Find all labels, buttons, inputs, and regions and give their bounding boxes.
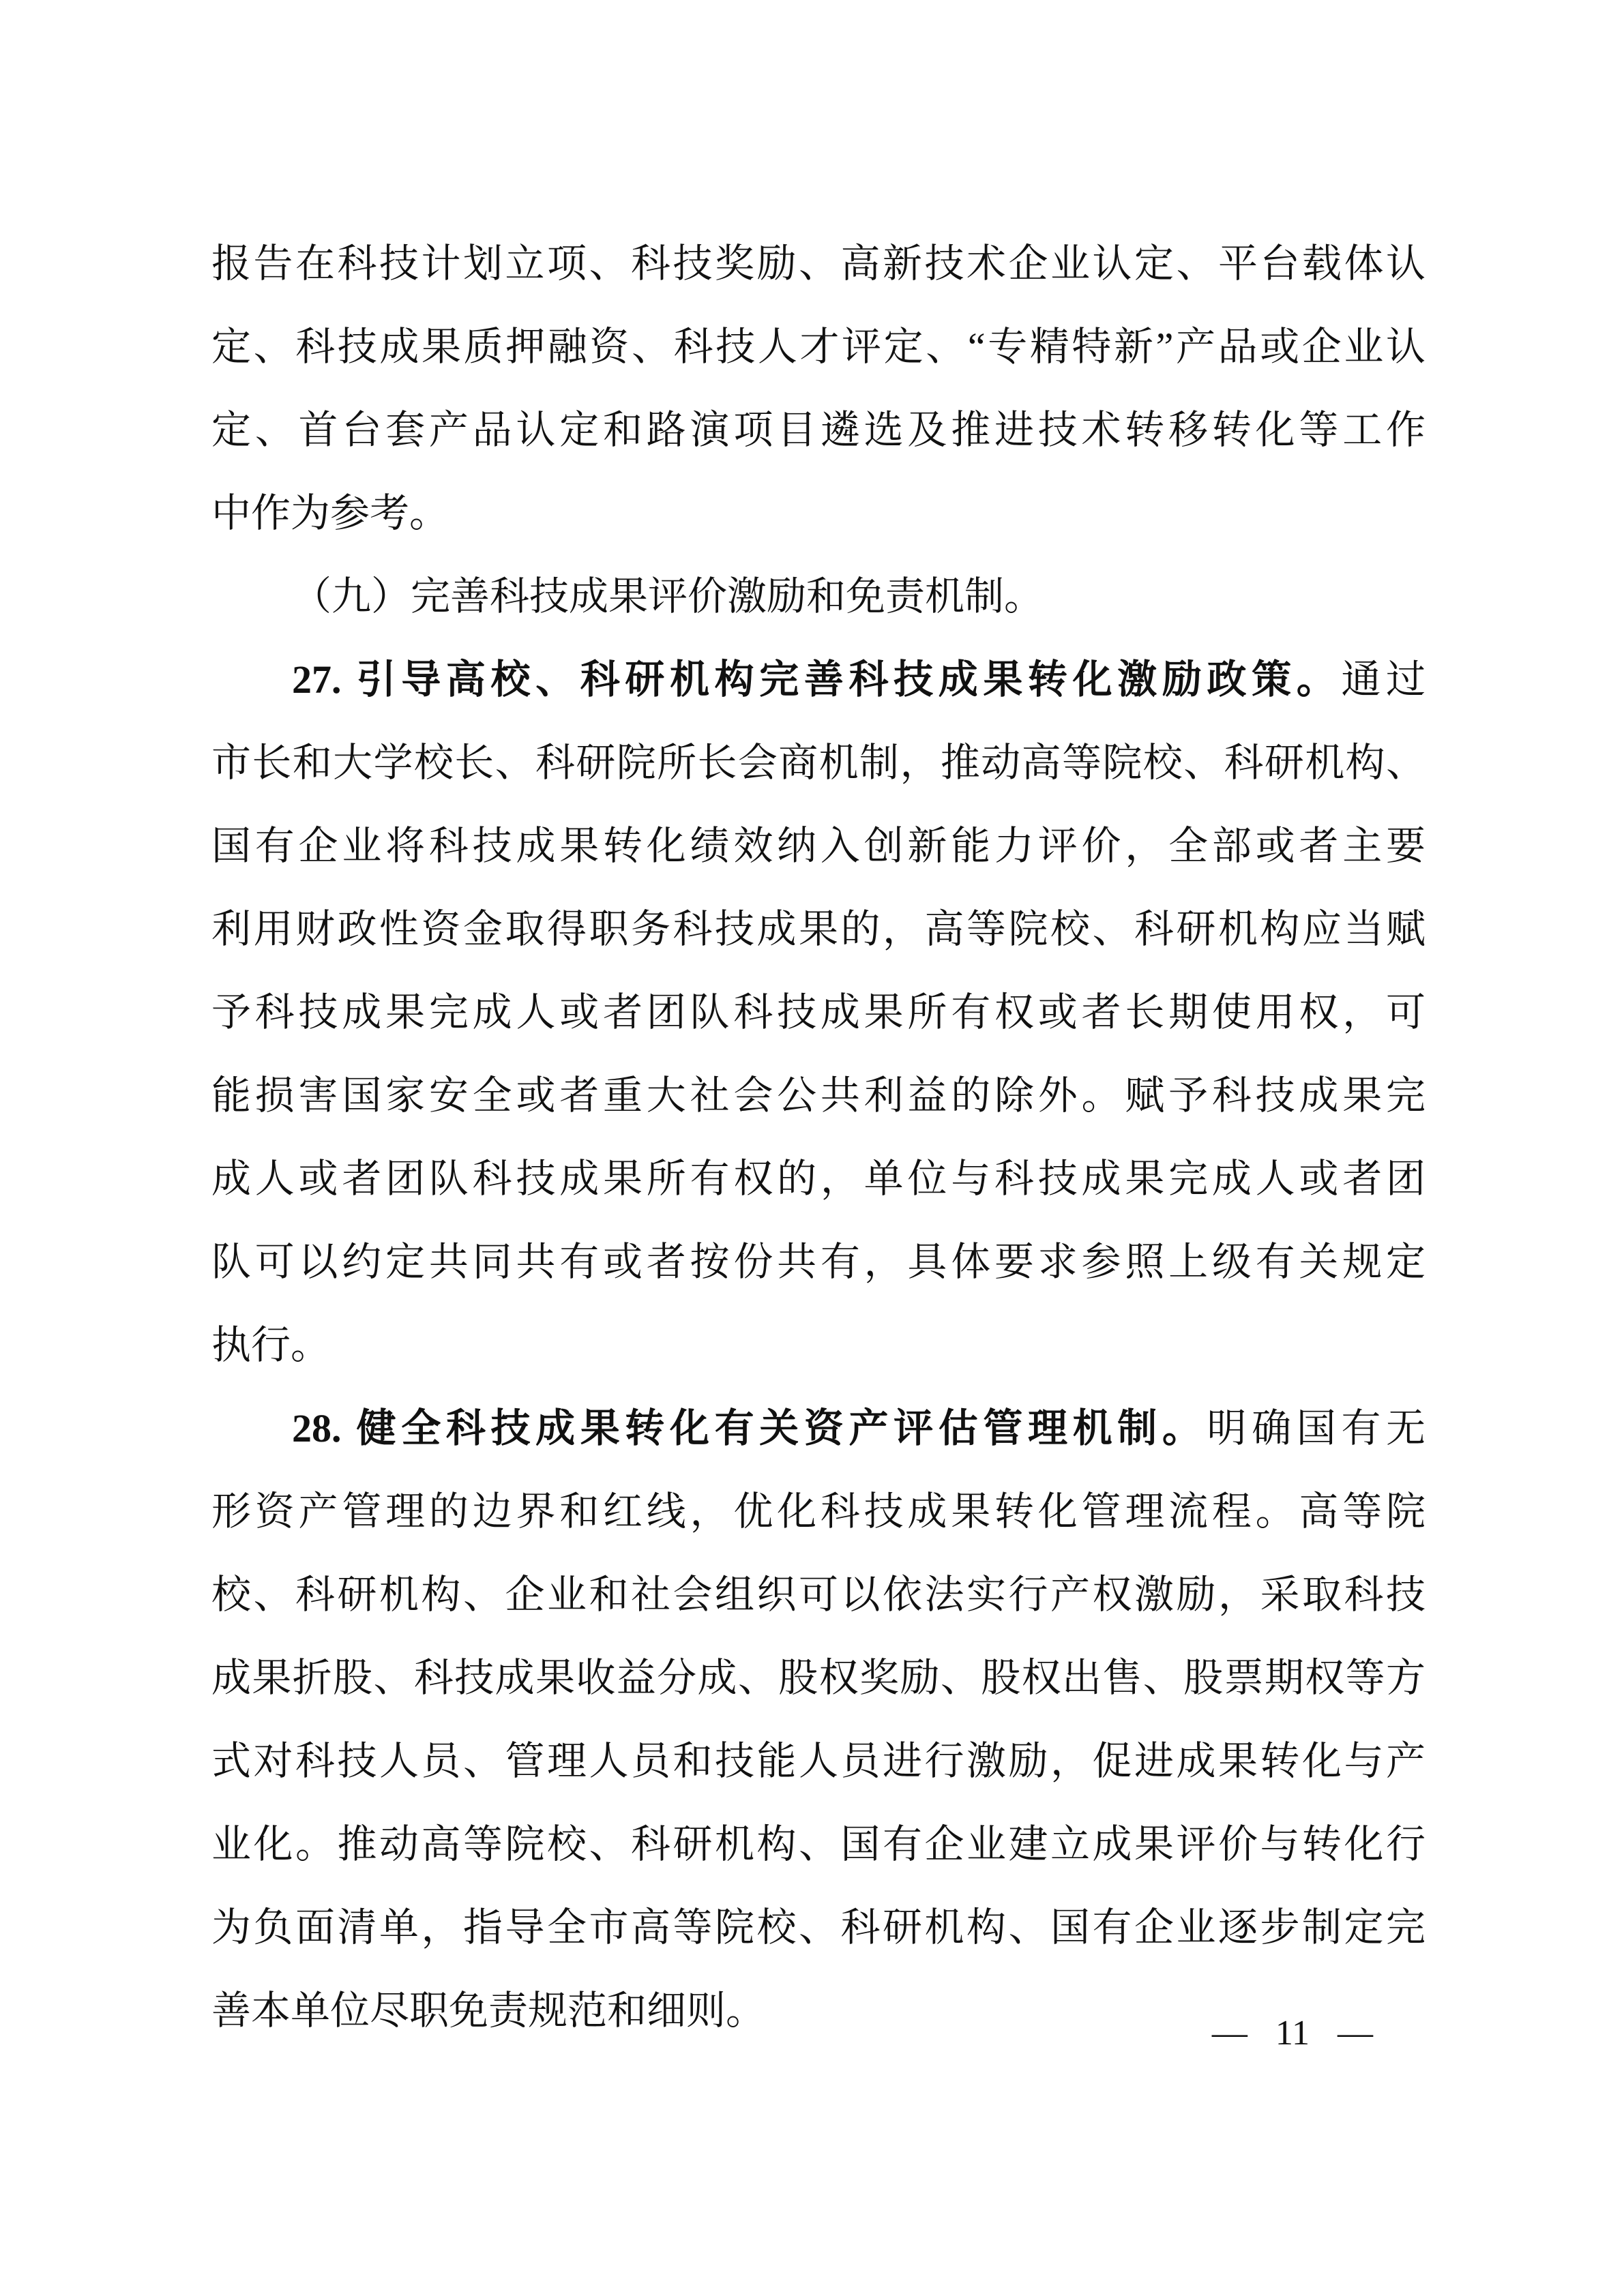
item-27-body-start: 通过 bbox=[1341, 657, 1426, 702]
item-28-body-start: 明确国有无 bbox=[1207, 1406, 1426, 1450]
document-text-block bbox=[211, 222, 1426, 2053]
text-line: 成果折股、科技成果收益分成、股权奖励、股权出售、股票期权等方 bbox=[211, 1656, 1426, 1700]
paragraph-last-line: 善本单位尽职免责规范和细则。 bbox=[211, 1988, 766, 2033]
item-27-heading-line bbox=[211, 638, 1426, 721]
paragraph-last-line: 执行。 bbox=[211, 1323, 331, 1367]
text-line: 式对科技人员、管理人员和技能人员进行激励，促进成果转化与产 bbox=[211, 1739, 1426, 1783]
item-27-title: 27. 引导高校、科研机构完善科技成果转化激励政策。 bbox=[292, 657, 1342, 702]
text-line: 成人或者团队科技成果所有权的，单位与科技成果完成人或者团 bbox=[211, 1157, 1426, 1201]
text-line: 定、首台套产品认定和路演项目遴选及推进技术转移转化等工作 bbox=[211, 408, 1426, 452]
paragraph-last-line: 中作为参考。 bbox=[211, 491, 449, 535]
text-line: 国有企业将科技成果转化绩效纳入创新能力评价，全部或者主要 bbox=[211, 824, 1426, 868]
text-line: 形资产管理的边界和红线，优化科技成果转化管理流程。高等院 bbox=[211, 1489, 1426, 1534]
item-28-title: 28. 健全科技成果转化有关资产评估管理机制。 bbox=[292, 1406, 1207, 1450]
page-number: — 11 — bbox=[1211, 2014, 1373, 2053]
text-line: 利用财政性资金取得职务科技成果的，高等院校、科研机构应当赋 bbox=[211, 907, 1426, 951]
text-line: 校、科研机构、企业和社会组织可以依法实行产权激励，采取科技 bbox=[211, 1572, 1426, 1617]
text-line: 予科技成果完成人或者团队科技成果所有权或者长期使用权，可 bbox=[211, 990, 1426, 1034]
text-line: 队可以约定共同共有或者按份共有，具体要求参照上级有关规定 bbox=[211, 1240, 1426, 1284]
text-line: 能损害国家安全或者重大社会公共利益的除外。赋予科技成果完 bbox=[211, 1073, 1426, 1118]
text-line: 业化。推动高等院校、科研机构、国有企业建立成果评价与转化行 bbox=[211, 1822, 1426, 1866]
text-line: 为负面清单，指导全市高等院校、科研机构、国有企业逐步制定完 bbox=[211, 1905, 1426, 1950]
item-28-heading-line bbox=[211, 1387, 1426, 1470]
section-heading-9: （九）完善科技成果评价激励和免责机制。 bbox=[292, 574, 1044, 618]
text-line: 定、科技成果质押融资、科技人才评定、“专精特新”产品或企业认 bbox=[211, 325, 1426, 369]
text-line: 市长和大学校长、科研院所长会商机制，推动高等院校、科研机构、 bbox=[211, 741, 1426, 785]
text-line: 报告在科技计划立项、科技奖励、高新技术企业认定、平台载体认 bbox=[211, 241, 1426, 286]
